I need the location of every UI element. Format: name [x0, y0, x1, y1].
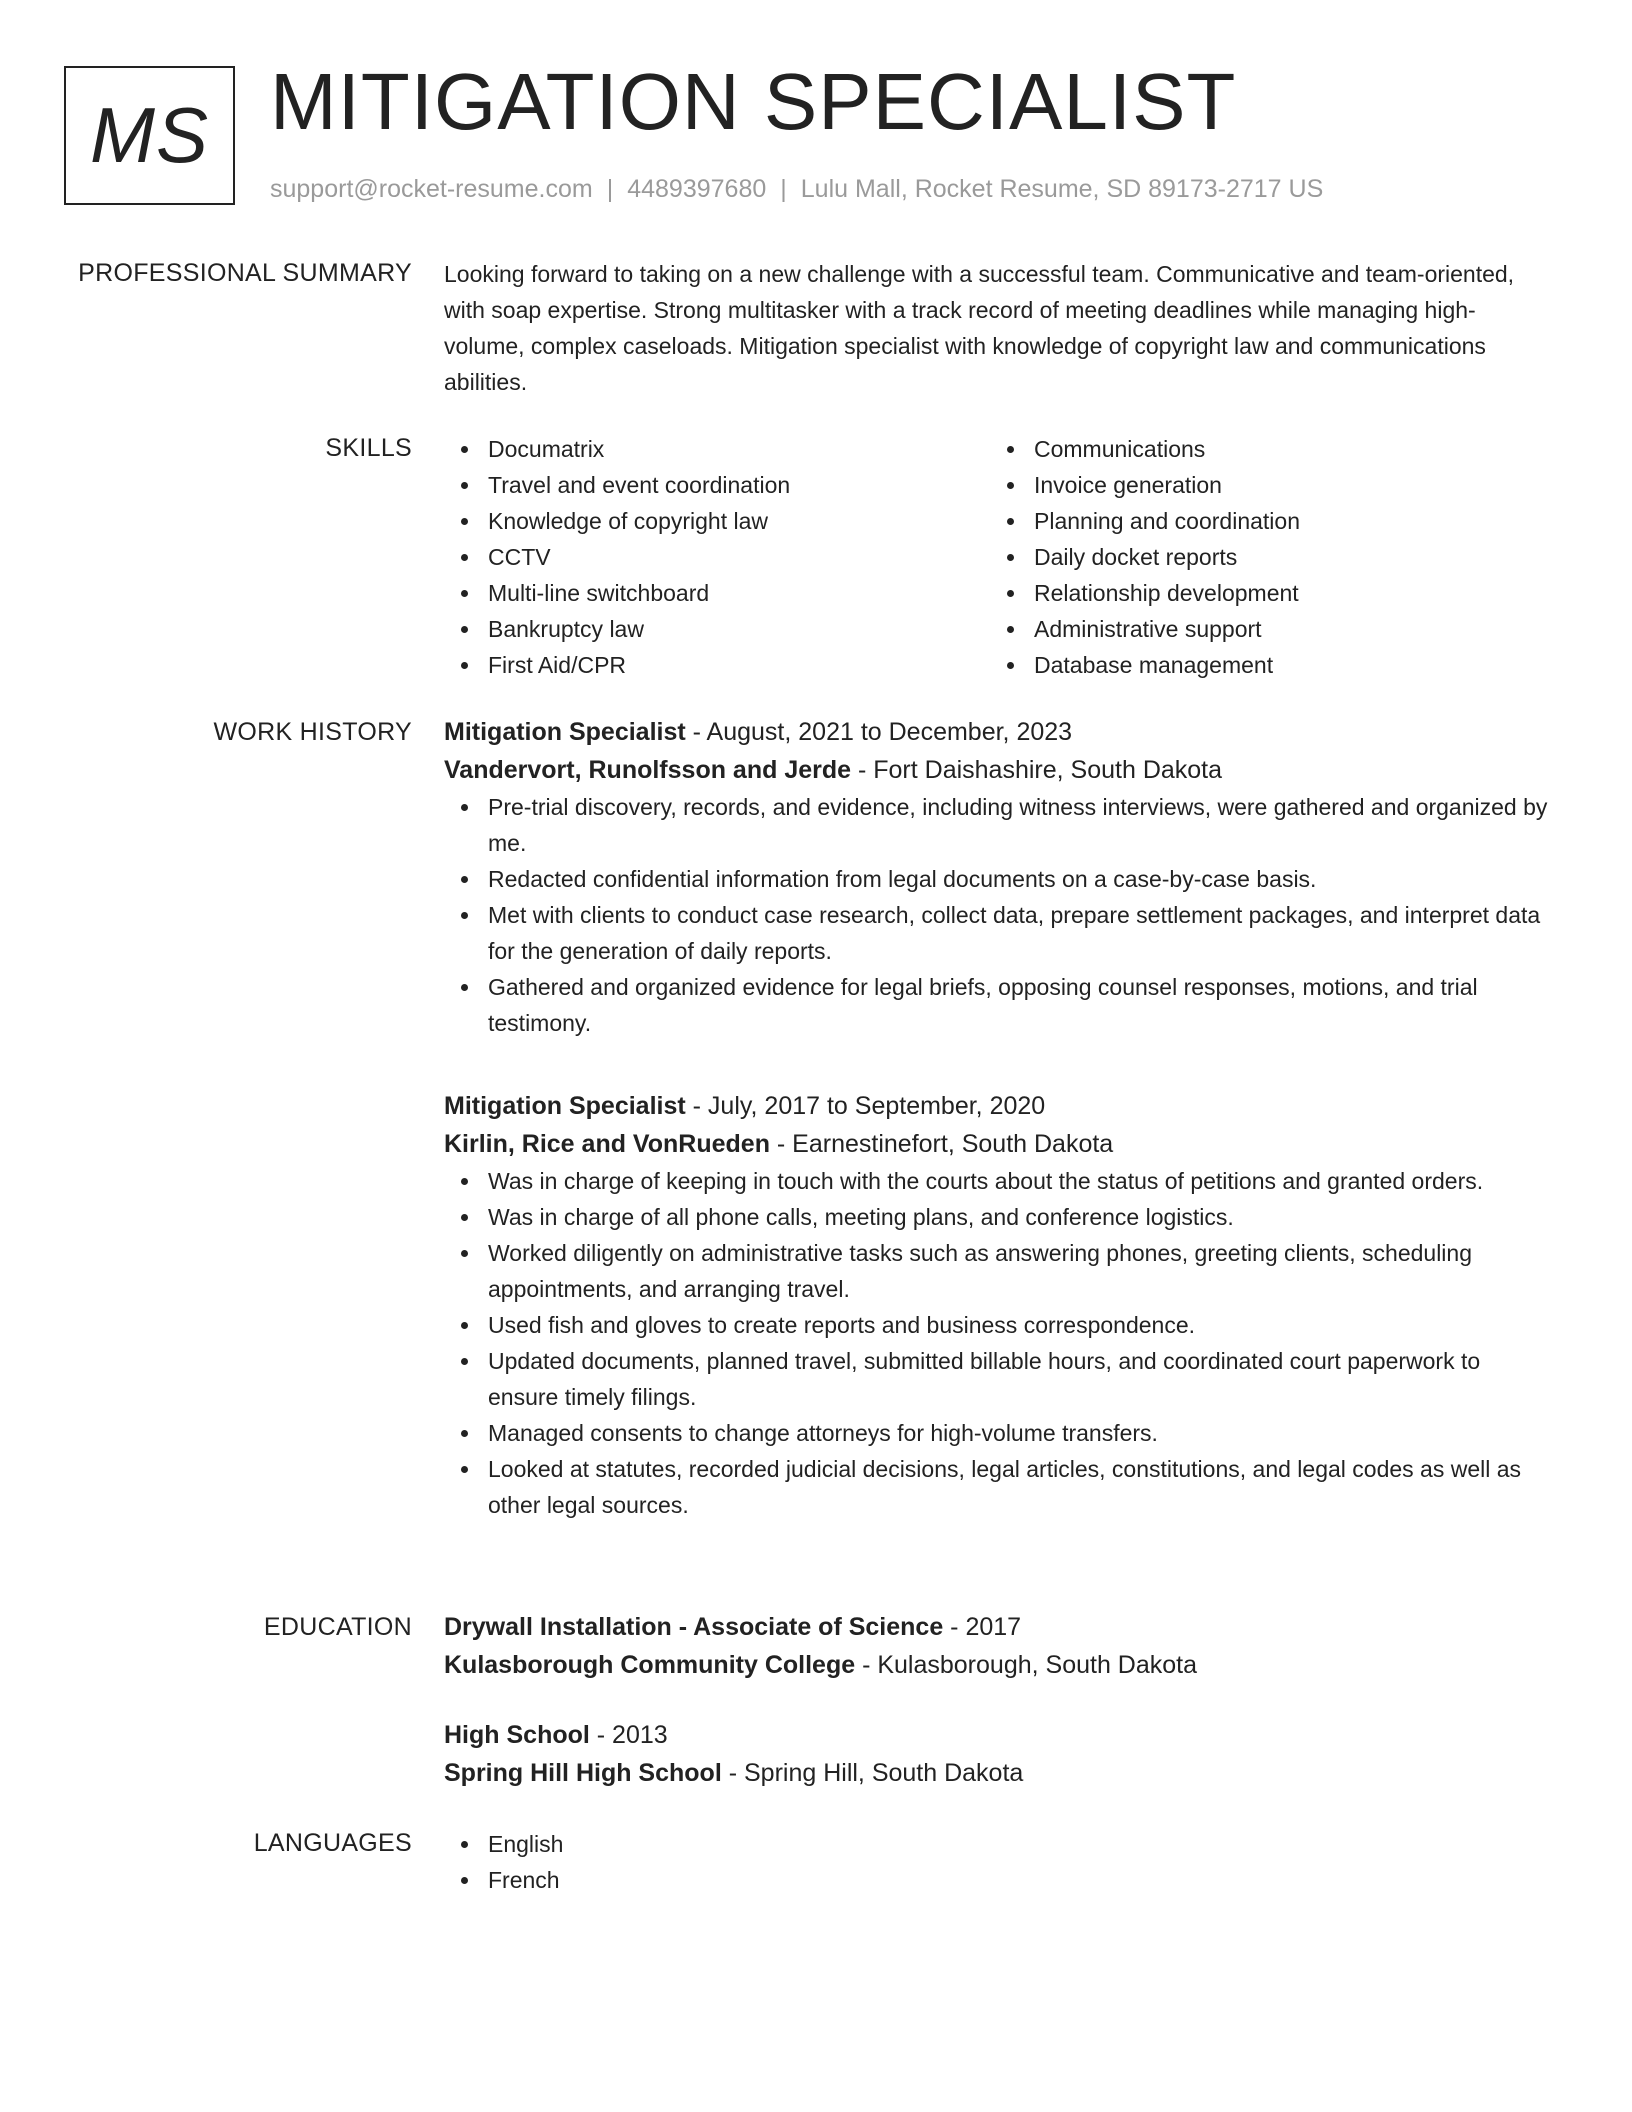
phone-number[interactable]: 4489397680 [627, 175, 767, 203]
job-duties [444, 789, 1554, 1041]
skills-heading: SKILLS [325, 434, 412, 462]
skill-item: Documatrix [444, 431, 990, 467]
skills-body [444, 431, 1554, 683]
skill-item: Communications [990, 431, 1536, 467]
job-org-line [444, 751, 1554, 789]
duty-item: Updated documents, planned travel, submitted billable hours, and coordinated court paperwork to ensure timely filings. [444, 1343, 1554, 1415]
page-title: MITIGATION SPECIALIST [270, 57, 1237, 146]
duty-item: Pre-trial discovery, records, and evidence, including witness interviews, were gathered and organized by me. [444, 789, 1554, 861]
contact-line [270, 172, 1323, 206]
job-title-line [444, 1087, 1554, 1125]
degree: High School [444, 1721, 590, 1749]
job-entry [444, 1087, 1554, 1523]
graduation-year: - 2017 [943, 1613, 1022, 1641]
degree: Drywall Installation - Associate of Science [444, 1613, 944, 1641]
separator: | [606, 175, 614, 203]
duty-item: Was in charge of keeping in touch with the courts about the status of petitions and granted orders. [444, 1163, 1554, 1199]
skill-item: Travel and event coordination [444, 467, 990, 503]
skill-item: Daily docket reports [990, 539, 1536, 575]
duty-item: Managed consents to change attorneys for high-volume transfers. [444, 1415, 1554, 1451]
duty-item: Redacted confidential information from legal documents on a case-by-case basis. [444, 861, 1554, 897]
school-line [444, 1754, 1554, 1792]
job-org-line [444, 1125, 1554, 1163]
skill-item: Relationship development [990, 575, 1536, 611]
language-item: French [444, 1862, 1554, 1898]
degree-line [444, 1608, 1554, 1646]
duty-item: Used fish and gloves to create reports and business correspondence. [444, 1307, 1554, 1343]
duty-item: Gathered and organized evidence for legal briefs, opposing counsel responses, motions, and trial testimony. [444, 969, 1554, 1041]
skills-list-left [444, 431, 990, 683]
summary-body [444, 256, 1554, 400]
summary-text: Looking forward to taking on a new challenge with a successful team. Communicative and team-oriented, with soap expertise. Strong multitasker with a track record of meeting deadlines while managing high-volume, complex caseloads. Mitigation specialist with knowledge of copyright law and communications abilities. [444, 261, 1515, 395]
job-employer: Kirlin, Rice and VonRueden [444, 1130, 770, 1158]
language-item: English [444, 1826, 1554, 1862]
job-title: Mitigation Specialist [444, 1092, 686, 1120]
summary-heading: PROFESSIONAL SUMMARY [78, 259, 412, 287]
education-heading: EDUCATION [263, 1613, 412, 1641]
duty-item: Was in charge of all phone calls, meeting plans, and conference logistics. [444, 1199, 1554, 1235]
job-dates: - July, 2017 to September, 2020 [685, 1092, 1046, 1120]
separator: | [780, 175, 787, 203]
job-dates: - August, 2021 to December, 2023 [685, 718, 1073, 746]
job-employer: Vandervort, Runolfsson and Jerde [444, 756, 852, 784]
job-entry [444, 713, 1554, 1041]
skill-item: First Aid/CPR [444, 647, 990, 683]
school-line [444, 1646, 1554, 1684]
education-entry [444, 1608, 1554, 1684]
skill-item: Multi-line switchboard [444, 575, 990, 611]
languages-body [444, 1826, 1554, 1898]
job-title-line [444, 713, 1554, 751]
skills-list-right [990, 431, 1536, 683]
skill-item: Knowledge of copyright law [444, 503, 990, 539]
school-location: - Kulasborough, South Dakota [855, 1651, 1198, 1679]
duty-item: Worked diligently on administrative tasks such as answering phones, greeting clients, scheduling appointments, and arranging travel. [444, 1235, 1554, 1307]
education-entry [444, 1716, 1554, 1792]
graduation-year: - 2013 [589, 1721, 668, 1749]
monogram: MS [64, 66, 235, 205]
job-location: - Fort Daishashire, South Dakota [851, 756, 1223, 784]
degree-line [444, 1716, 1554, 1754]
duty-item: Looked at statutes, recorded judicial decisions, legal articles, constitutions, and legal codes as well as other legal sources. [444, 1451, 1554, 1523]
duty-item: Met with clients to conduct case research, collect data, prepare settlement packages, and interpret data for the generation of daily reports. [444, 897, 1554, 969]
school-name: Spring Hill High School [444, 1759, 722, 1787]
school-location: - Spring Hill, South Dakota [721, 1759, 1024, 1787]
job-location: - Earnestinefort, South Dakota [769, 1130, 1114, 1158]
email-link[interactable]: support@rocket-resume.com [270, 175, 593, 203]
skill-item: CCTV [444, 539, 990, 575]
address: Lulu Mall, Rocket Resume, SD 89173-2717 US [800, 175, 1324, 203]
skill-item: Database management [990, 647, 1536, 683]
skill-item: Bankruptcy law [444, 611, 990, 647]
skill-item: Planning and coordination [990, 503, 1536, 539]
languages-heading: LANGUAGES [253, 1829, 412, 1857]
job-duties [444, 1163, 1554, 1523]
job-title: Mitigation Specialist [444, 718, 686, 746]
languages-list [444, 1826, 1554, 1898]
school-name: Kulasborough Community College [444, 1651, 856, 1679]
skill-item: Invoice generation [990, 467, 1536, 503]
work-history-heading: WORK HISTORY [213, 718, 412, 746]
skill-item: Administrative support [990, 611, 1536, 647]
